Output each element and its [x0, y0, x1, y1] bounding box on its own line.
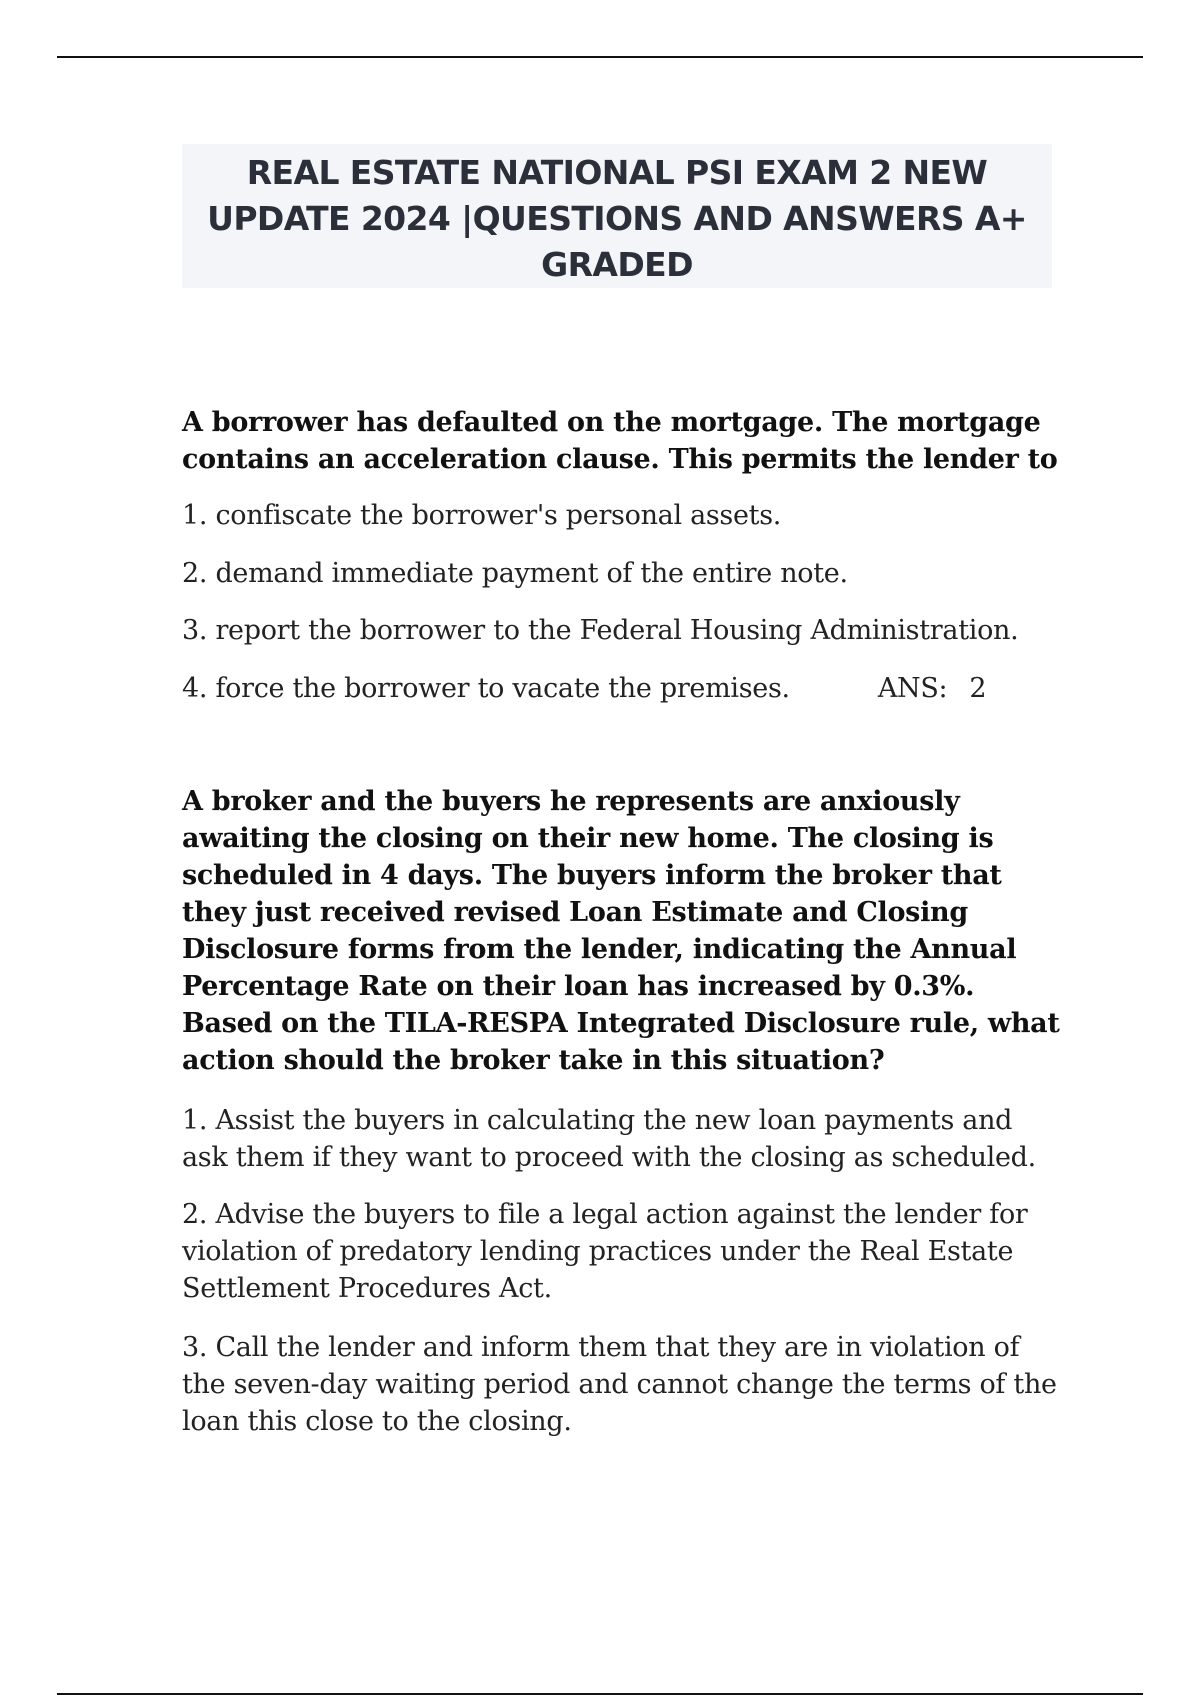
answer-label: ANS:: [877, 673, 948, 704]
question-1-option-3: 3. report the borrower to the Federal Housing Administration.: [182, 615, 1019, 646]
document-title: REAL ESTATE NATIONAL PSI EXAM 2 NEW UPDATE 2024 |QUESTIONS AND ANSWERS A+ GRADED: [182, 144, 1052, 288]
answer-value: 2: [969, 673, 987, 704]
bottom-divider: [57, 1693, 1143, 1695]
question-1-option-1: 1. confiscate the borrower's personal assets.: [182, 500, 782, 531]
question-1-option-4: 4. force the borrower to vacate the premises.: [182, 673, 790, 704]
question-1-option-4-row: [182, 670, 1062, 707]
question-2-option-1: 1. Assist the buyers in calculating the new loan payments and ask them if they want to proceed with the closing as scheduled.: [182, 1105, 1036, 1173]
question-2-option-3: 3. Call the lender and inform them that they are in violation of the seven-day waiting period and cannot change the terms of the loan this close to the closing.: [182, 1332, 1057, 1437]
question-1-option-2: 2. demand immediate payment of the entire note.: [182, 558, 848, 589]
question-2-text: A broker and the buyers he represents are anxiously awaiting the closing on their new home. The closing is scheduled in 4 days. The buyers inform the broker that they just received revised Loan Estimate and Closing Disclosure forms from the lender, indicating the Annual Percentage Rate on their loan has increased by 0.3%. Based on the TILA-RESPA Integrated Disclosure rule, what action should the broker take in this situation?: [182, 786, 1060, 1076]
question-2-option-2: 2. Advise the buyers to file a legal action against the lender for violation of predatory lending practices under the Real Estate Settlement Procedures Act.: [182, 1199, 1028, 1304]
question-1-text: A borrower has defaulted on the mortgage. The mortgage contains an acceleration clause. This permits the lender to: [182, 407, 1058, 475]
top-divider: [57, 56, 1143, 58]
